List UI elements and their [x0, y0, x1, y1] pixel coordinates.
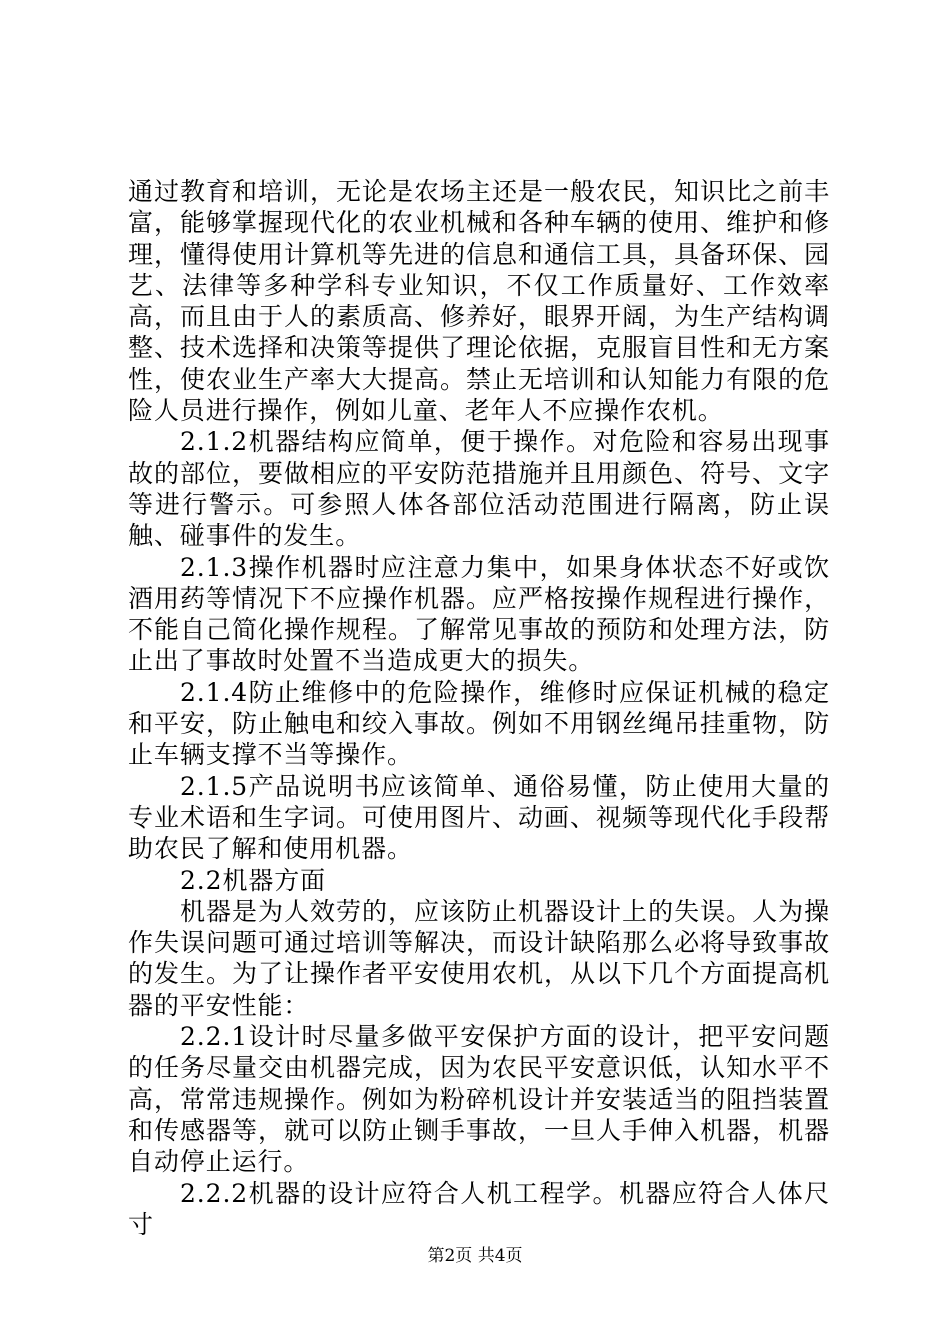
paragraph-2-1-3: 2.1.3操作机器时应注意力集中，如果身体状态不好或饮酒用药等情况下不应操作机器。应严格按操作规程进行操作，不能自己简化操作规程。了解常见事故的预防和处理方法，防止出了事故时处置不当造成更大的损失。 — [128, 552, 830, 676]
paragraph-continuation: 通过教育和培训，无论是农场主还是一般农民，知识比之前丰富，能够掌握现代化的农业机械和各种车辆的使用、维护和修理，懂得使用计算机等先进的信息和通信工具，具备环保、园艺、法律等多种学科专业知识，不仅工作质量好、工作效率高，而且由于人的素质高、修养好，眼界开阔，为生产结构调整、技术选择和决策等提供了理论依据，克服盲目性和无方案性，使农业生产率大大提高。禁止无培训和认知能力有限的危险人员进行操作，例如儿童、老年人不应操作农机。 — [128, 177, 830, 426]
page-number-footer: 第2页 共4页 — [427, 1246, 523, 1266]
paragraph-2-1-2: 2.1.2机器结构应简单，便于操作。对危险和容易出现事故的部位，要做相应的平安防范措施并且用颜色、符号、文字等进行警示。可参照人体各部位活动范围进行隔离，防止误触、碰事件的发生。 — [128, 427, 830, 551]
paragraph-2-1-4: 2.1.4防止维修中的危险操作，维修时应保证机械的稳定和平安，防止触电和绞入事故。例如不用钢丝绳吊挂重物，防止车辆支撑不当等操作。 — [128, 677, 830, 770]
section-heading-2-2: 2.2机器方面 — [180, 865, 327, 895]
paragraph-machine-intro: 机器是为人效劳的，应该防止机器设计上的失误。人为操作失误问题可通过培训等解决，而设计缺陷那么必将导致事故的发生。为了让操作者平安使用农机，从以下几个方面提高机器的平安性能： — [128, 896, 830, 1020]
paragraph-2-2-1: 2.2.1设计时尽量多做平安保护方面的设计，把平安问题的任务尽量交由机器完成，因为农民平安意识低，认知水平不高，常常违规操作。例如为粉碎机设计并安装适当的阻挡装置和传感器等，就可以防止铡手事故，一旦人手伸入机器，机器自动停止运行。 — [128, 1022, 830, 1177]
paragraph-2-2-2: 2.2.2机器的设计应符合人机工程学。机器应符合人体尺寸 — [128, 1178, 830, 1239]
body-text — [128, 176, 830, 1240]
paragraph-2-1-5: 2.1.5产品说明书应该简单、通俗易懂，防止使用大量的专业术语和生字词。可使用图片、动画、视频等现代化手段帮助农民了解和使用机器。 — [128, 771, 830, 864]
